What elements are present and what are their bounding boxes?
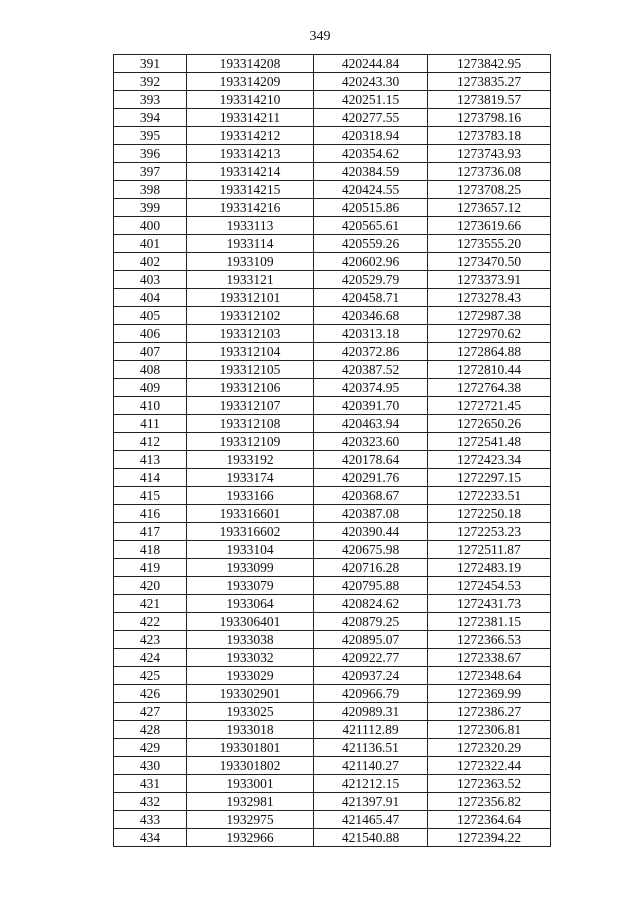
table-row	[114, 793, 551, 811]
row-number-cell: 399	[114, 199, 187, 217]
table-row	[114, 739, 551, 757]
row-number-cell: 418	[114, 541, 187, 559]
row-number-cell: 430	[114, 757, 187, 775]
row-number-cell: 426	[114, 685, 187, 703]
point-id-cell: 193312108	[187, 415, 314, 433]
point-id-cell: 1933113	[187, 217, 314, 235]
x-coordinate-cell: 420346.68	[314, 307, 428, 325]
point-id-cell: 1933029	[187, 667, 314, 685]
row-number-cell: 392	[114, 73, 187, 91]
table-row	[114, 487, 551, 505]
row-number-cell: 432	[114, 793, 187, 811]
point-id-cell: 193301801	[187, 739, 314, 757]
y-coordinate-cell: 1272810.44	[428, 361, 551, 379]
row-number-cell: 409	[114, 379, 187, 397]
x-coordinate-cell: 420291.76	[314, 469, 428, 487]
row-number-cell: 410	[114, 397, 187, 415]
x-coordinate-cell: 420602.96	[314, 253, 428, 271]
x-coordinate-cell: 420895.07	[314, 631, 428, 649]
y-coordinate-cell: 1273555.20	[428, 235, 551, 253]
point-id-cell: 193312103	[187, 325, 314, 343]
x-coordinate-cell: 420824.62	[314, 595, 428, 613]
y-coordinate-cell: 1272306.81	[428, 721, 551, 739]
table-row	[114, 451, 551, 469]
y-coordinate-cell: 1273783.18	[428, 127, 551, 145]
x-coordinate-cell: 420368.67	[314, 487, 428, 505]
y-coordinate-cell: 1272253.23	[428, 523, 551, 541]
point-id-cell: 193314213	[187, 145, 314, 163]
point-id-cell: 193312106	[187, 379, 314, 397]
y-coordinate-cell: 1272987.38	[428, 307, 551, 325]
y-coordinate-cell: 1273470.50	[428, 253, 551, 271]
point-id-cell: 1933038	[187, 631, 314, 649]
row-number-cell: 413	[114, 451, 187, 469]
table-row	[114, 757, 551, 775]
y-coordinate-cell: 1272431.73	[428, 595, 551, 613]
point-id-cell: 193312109	[187, 433, 314, 451]
table-row	[114, 523, 551, 541]
row-number-cell: 391	[114, 55, 187, 73]
row-number-cell: 416	[114, 505, 187, 523]
x-coordinate-cell: 420318.94	[314, 127, 428, 145]
point-id-cell: 1933114	[187, 235, 314, 253]
row-number-cell: 393	[114, 91, 187, 109]
x-coordinate-cell: 420251.15	[314, 91, 428, 109]
table-row	[114, 55, 551, 73]
x-coordinate-cell: 420391.70	[314, 397, 428, 415]
point-id-cell: 1933109	[187, 253, 314, 271]
row-number-cell: 428	[114, 721, 187, 739]
point-id-cell: 1932966	[187, 829, 314, 847]
table-row	[114, 361, 551, 379]
x-coordinate-cell: 420384.59	[314, 163, 428, 181]
table-row	[114, 613, 551, 631]
row-number-cell: 407	[114, 343, 187, 361]
row-number-cell: 403	[114, 271, 187, 289]
x-coordinate-cell: 420387.08	[314, 505, 428, 523]
table-row	[114, 397, 551, 415]
x-coordinate-cell: 420313.18	[314, 325, 428, 343]
table-row	[114, 163, 551, 181]
x-coordinate-cell: 420463.94	[314, 415, 428, 433]
row-number-cell: 429	[114, 739, 187, 757]
x-coordinate-cell: 420323.60	[314, 433, 428, 451]
row-number-cell: 422	[114, 613, 187, 631]
y-coordinate-cell: 1272338.67	[428, 649, 551, 667]
y-coordinate-cell: 1273278.43	[428, 289, 551, 307]
row-number-cell: 405	[114, 307, 187, 325]
row-number-cell: 400	[114, 217, 187, 235]
x-coordinate-cell: 420424.55	[314, 181, 428, 199]
y-coordinate-cell: 1272363.52	[428, 775, 551, 793]
row-number-cell: 401	[114, 235, 187, 253]
table-row	[114, 379, 551, 397]
table-row	[114, 631, 551, 649]
x-coordinate-cell: 421397.91	[314, 793, 428, 811]
x-coordinate-cell: 420989.31	[314, 703, 428, 721]
table-row	[114, 667, 551, 685]
table-row	[114, 325, 551, 343]
x-coordinate-cell: 420529.79	[314, 271, 428, 289]
table-row	[114, 289, 551, 307]
point-id-cell: 1933001	[187, 775, 314, 793]
row-number-cell: 404	[114, 289, 187, 307]
row-number-cell: 397	[114, 163, 187, 181]
row-number-cell: 434	[114, 829, 187, 847]
x-coordinate-cell: 420244.84	[314, 55, 428, 73]
y-coordinate-cell: 1272364.64	[428, 811, 551, 829]
x-coordinate-cell: 421136.51	[314, 739, 428, 757]
point-id-cell: 1933174	[187, 469, 314, 487]
table-row	[114, 649, 551, 667]
x-coordinate-cell: 420922.77	[314, 649, 428, 667]
row-number-cell: 408	[114, 361, 187, 379]
point-id-cell: 193314210	[187, 91, 314, 109]
point-id-cell: 1933192	[187, 451, 314, 469]
table-row	[114, 415, 551, 433]
y-coordinate-cell: 1273657.12	[428, 199, 551, 217]
table-row	[114, 577, 551, 595]
y-coordinate-cell: 1272250.18	[428, 505, 551, 523]
y-coordinate-cell: 1272423.34	[428, 451, 551, 469]
row-number-cell: 394	[114, 109, 187, 127]
point-id-cell: 193306401	[187, 613, 314, 631]
table-row	[114, 271, 551, 289]
row-number-cell: 395	[114, 127, 187, 145]
table-row	[114, 127, 551, 145]
row-number-cell: 398	[114, 181, 187, 199]
y-coordinate-cell: 1272356.82	[428, 793, 551, 811]
y-coordinate-cell: 1272233.51	[428, 487, 551, 505]
row-number-cell: 421	[114, 595, 187, 613]
x-coordinate-cell: 421212.15	[314, 775, 428, 793]
point-id-cell: 193312102	[187, 307, 314, 325]
table-row	[114, 685, 551, 703]
point-id-cell: 1933018	[187, 721, 314, 739]
x-coordinate-cell: 421112.89	[314, 721, 428, 739]
table-row	[114, 469, 551, 487]
y-coordinate-cell: 1273373.91	[428, 271, 551, 289]
table-row	[114, 541, 551, 559]
x-coordinate-cell: 421540.88	[314, 829, 428, 847]
table-row	[114, 433, 551, 451]
point-id-cell: 193314214	[187, 163, 314, 181]
point-id-cell: 193312107	[187, 397, 314, 415]
table-row	[114, 217, 551, 235]
table-row	[114, 235, 551, 253]
x-coordinate-cell: 420879.25	[314, 613, 428, 631]
x-coordinate-cell: 420565.61	[314, 217, 428, 235]
y-coordinate-cell: 1272511.87	[428, 541, 551, 559]
point-id-cell: 193312105	[187, 361, 314, 379]
table-row	[114, 181, 551, 199]
row-number-cell: 396	[114, 145, 187, 163]
y-coordinate-cell: 1272454.53	[428, 577, 551, 595]
y-coordinate-cell: 1273835.27	[428, 73, 551, 91]
y-coordinate-cell: 1272366.53	[428, 631, 551, 649]
y-coordinate-cell: 1272394.22	[428, 829, 551, 847]
y-coordinate-cell: 1272764.38	[428, 379, 551, 397]
y-coordinate-cell: 1273708.25	[428, 181, 551, 199]
point-id-cell: 193314215	[187, 181, 314, 199]
y-coordinate-cell: 1272320.29	[428, 739, 551, 757]
table-row	[114, 703, 551, 721]
point-id-cell: 193301802	[187, 757, 314, 775]
table-row	[114, 721, 551, 739]
table-row	[114, 253, 551, 271]
x-coordinate-cell: 420559.26	[314, 235, 428, 253]
table-row	[114, 307, 551, 325]
row-number-cell: 417	[114, 523, 187, 541]
y-coordinate-cell: 1272297.15	[428, 469, 551, 487]
y-coordinate-cell: 1272348.64	[428, 667, 551, 685]
table-row	[114, 505, 551, 523]
point-id-cell: 193314209	[187, 73, 314, 91]
x-coordinate-cell: 420675.98	[314, 541, 428, 559]
y-coordinate-cell: 1273819.57	[428, 91, 551, 109]
point-id-cell: 1933099	[187, 559, 314, 577]
x-coordinate-cell: 420716.28	[314, 559, 428, 577]
point-id-cell: 193314216	[187, 199, 314, 217]
table-row	[114, 775, 551, 793]
point-id-cell: 193312104	[187, 343, 314, 361]
point-id-cell: 193314211	[187, 109, 314, 127]
y-coordinate-cell: 1273619.66	[428, 217, 551, 235]
x-coordinate-cell: 421140.27	[314, 757, 428, 775]
y-coordinate-cell: 1272322.44	[428, 757, 551, 775]
point-id-cell: 1933166	[187, 487, 314, 505]
table-row	[114, 343, 551, 361]
point-id-cell: 1933032	[187, 649, 314, 667]
row-number-cell: 433	[114, 811, 187, 829]
row-number-cell: 415	[114, 487, 187, 505]
point-id-cell: 1932981	[187, 793, 314, 811]
y-coordinate-cell: 1272386.27	[428, 703, 551, 721]
x-coordinate-cell: 420387.52	[314, 361, 428, 379]
x-coordinate-cell: 420374.95	[314, 379, 428, 397]
row-number-cell: 431	[114, 775, 187, 793]
row-number-cell: 424	[114, 649, 187, 667]
row-number-cell: 427	[114, 703, 187, 721]
y-coordinate-cell: 1272721.45	[428, 397, 551, 415]
y-coordinate-cell: 1273842.95	[428, 55, 551, 73]
table-row	[114, 595, 551, 613]
point-id-cell: 1932975	[187, 811, 314, 829]
x-coordinate-cell: 420966.79	[314, 685, 428, 703]
row-number-cell: 406	[114, 325, 187, 343]
x-coordinate-cell: 420372.86	[314, 343, 428, 361]
coordinates-table	[113, 54, 551, 847]
x-coordinate-cell: 421465.47	[314, 811, 428, 829]
point-id-cell: 1933025	[187, 703, 314, 721]
x-coordinate-cell: 420795.88	[314, 577, 428, 595]
point-id-cell: 1933121	[187, 271, 314, 289]
row-number-cell: 420	[114, 577, 187, 595]
row-number-cell: 414	[114, 469, 187, 487]
table-row	[114, 559, 551, 577]
y-coordinate-cell: 1272541.48	[428, 433, 551, 451]
y-coordinate-cell: 1273743.93	[428, 145, 551, 163]
y-coordinate-cell: 1273736.08	[428, 163, 551, 181]
x-coordinate-cell: 420515.86	[314, 199, 428, 217]
y-coordinate-cell: 1272369.99	[428, 685, 551, 703]
point-id-cell: 193316601	[187, 505, 314, 523]
row-number-cell: 425	[114, 667, 187, 685]
table-row	[114, 91, 551, 109]
y-coordinate-cell: 1272864.88	[428, 343, 551, 361]
table-row	[114, 199, 551, 217]
y-coordinate-cell: 1272381.15	[428, 613, 551, 631]
point-id-cell: 193314212	[187, 127, 314, 145]
point-id-cell: 193316602	[187, 523, 314, 541]
y-coordinate-cell: 1273798.16	[428, 109, 551, 127]
x-coordinate-cell: 420937.24	[314, 667, 428, 685]
point-id-cell: 1933064	[187, 595, 314, 613]
x-coordinate-cell: 420458.71	[314, 289, 428, 307]
y-coordinate-cell: 1272483.19	[428, 559, 551, 577]
table-row	[114, 73, 551, 91]
table-row	[114, 811, 551, 829]
point-id-cell: 1933104	[187, 541, 314, 559]
point-id-cell: 193302901	[187, 685, 314, 703]
row-number-cell: 402	[114, 253, 187, 271]
point-id-cell: 193312101	[187, 289, 314, 307]
point-id-cell: 193314208	[187, 55, 314, 73]
row-number-cell: 412	[114, 433, 187, 451]
row-number-cell: 411	[114, 415, 187, 433]
row-number-cell: 423	[114, 631, 187, 649]
y-coordinate-cell: 1272650.26	[428, 415, 551, 433]
row-number-cell: 419	[114, 559, 187, 577]
x-coordinate-cell: 420178.64	[314, 451, 428, 469]
page-number: 349	[309, 29, 331, 44]
x-coordinate-cell: 420243.30	[314, 73, 428, 91]
y-coordinate-cell: 1272970.62	[428, 325, 551, 343]
x-coordinate-cell: 420390.44	[314, 523, 428, 541]
x-coordinate-cell: 420277.55	[314, 109, 428, 127]
table-body	[114, 55, 551, 847]
table-row	[114, 829, 551, 847]
table-row	[114, 145, 551, 163]
point-id-cell: 1933079	[187, 577, 314, 595]
x-coordinate-cell: 420354.62	[314, 145, 428, 163]
table-row	[114, 109, 551, 127]
